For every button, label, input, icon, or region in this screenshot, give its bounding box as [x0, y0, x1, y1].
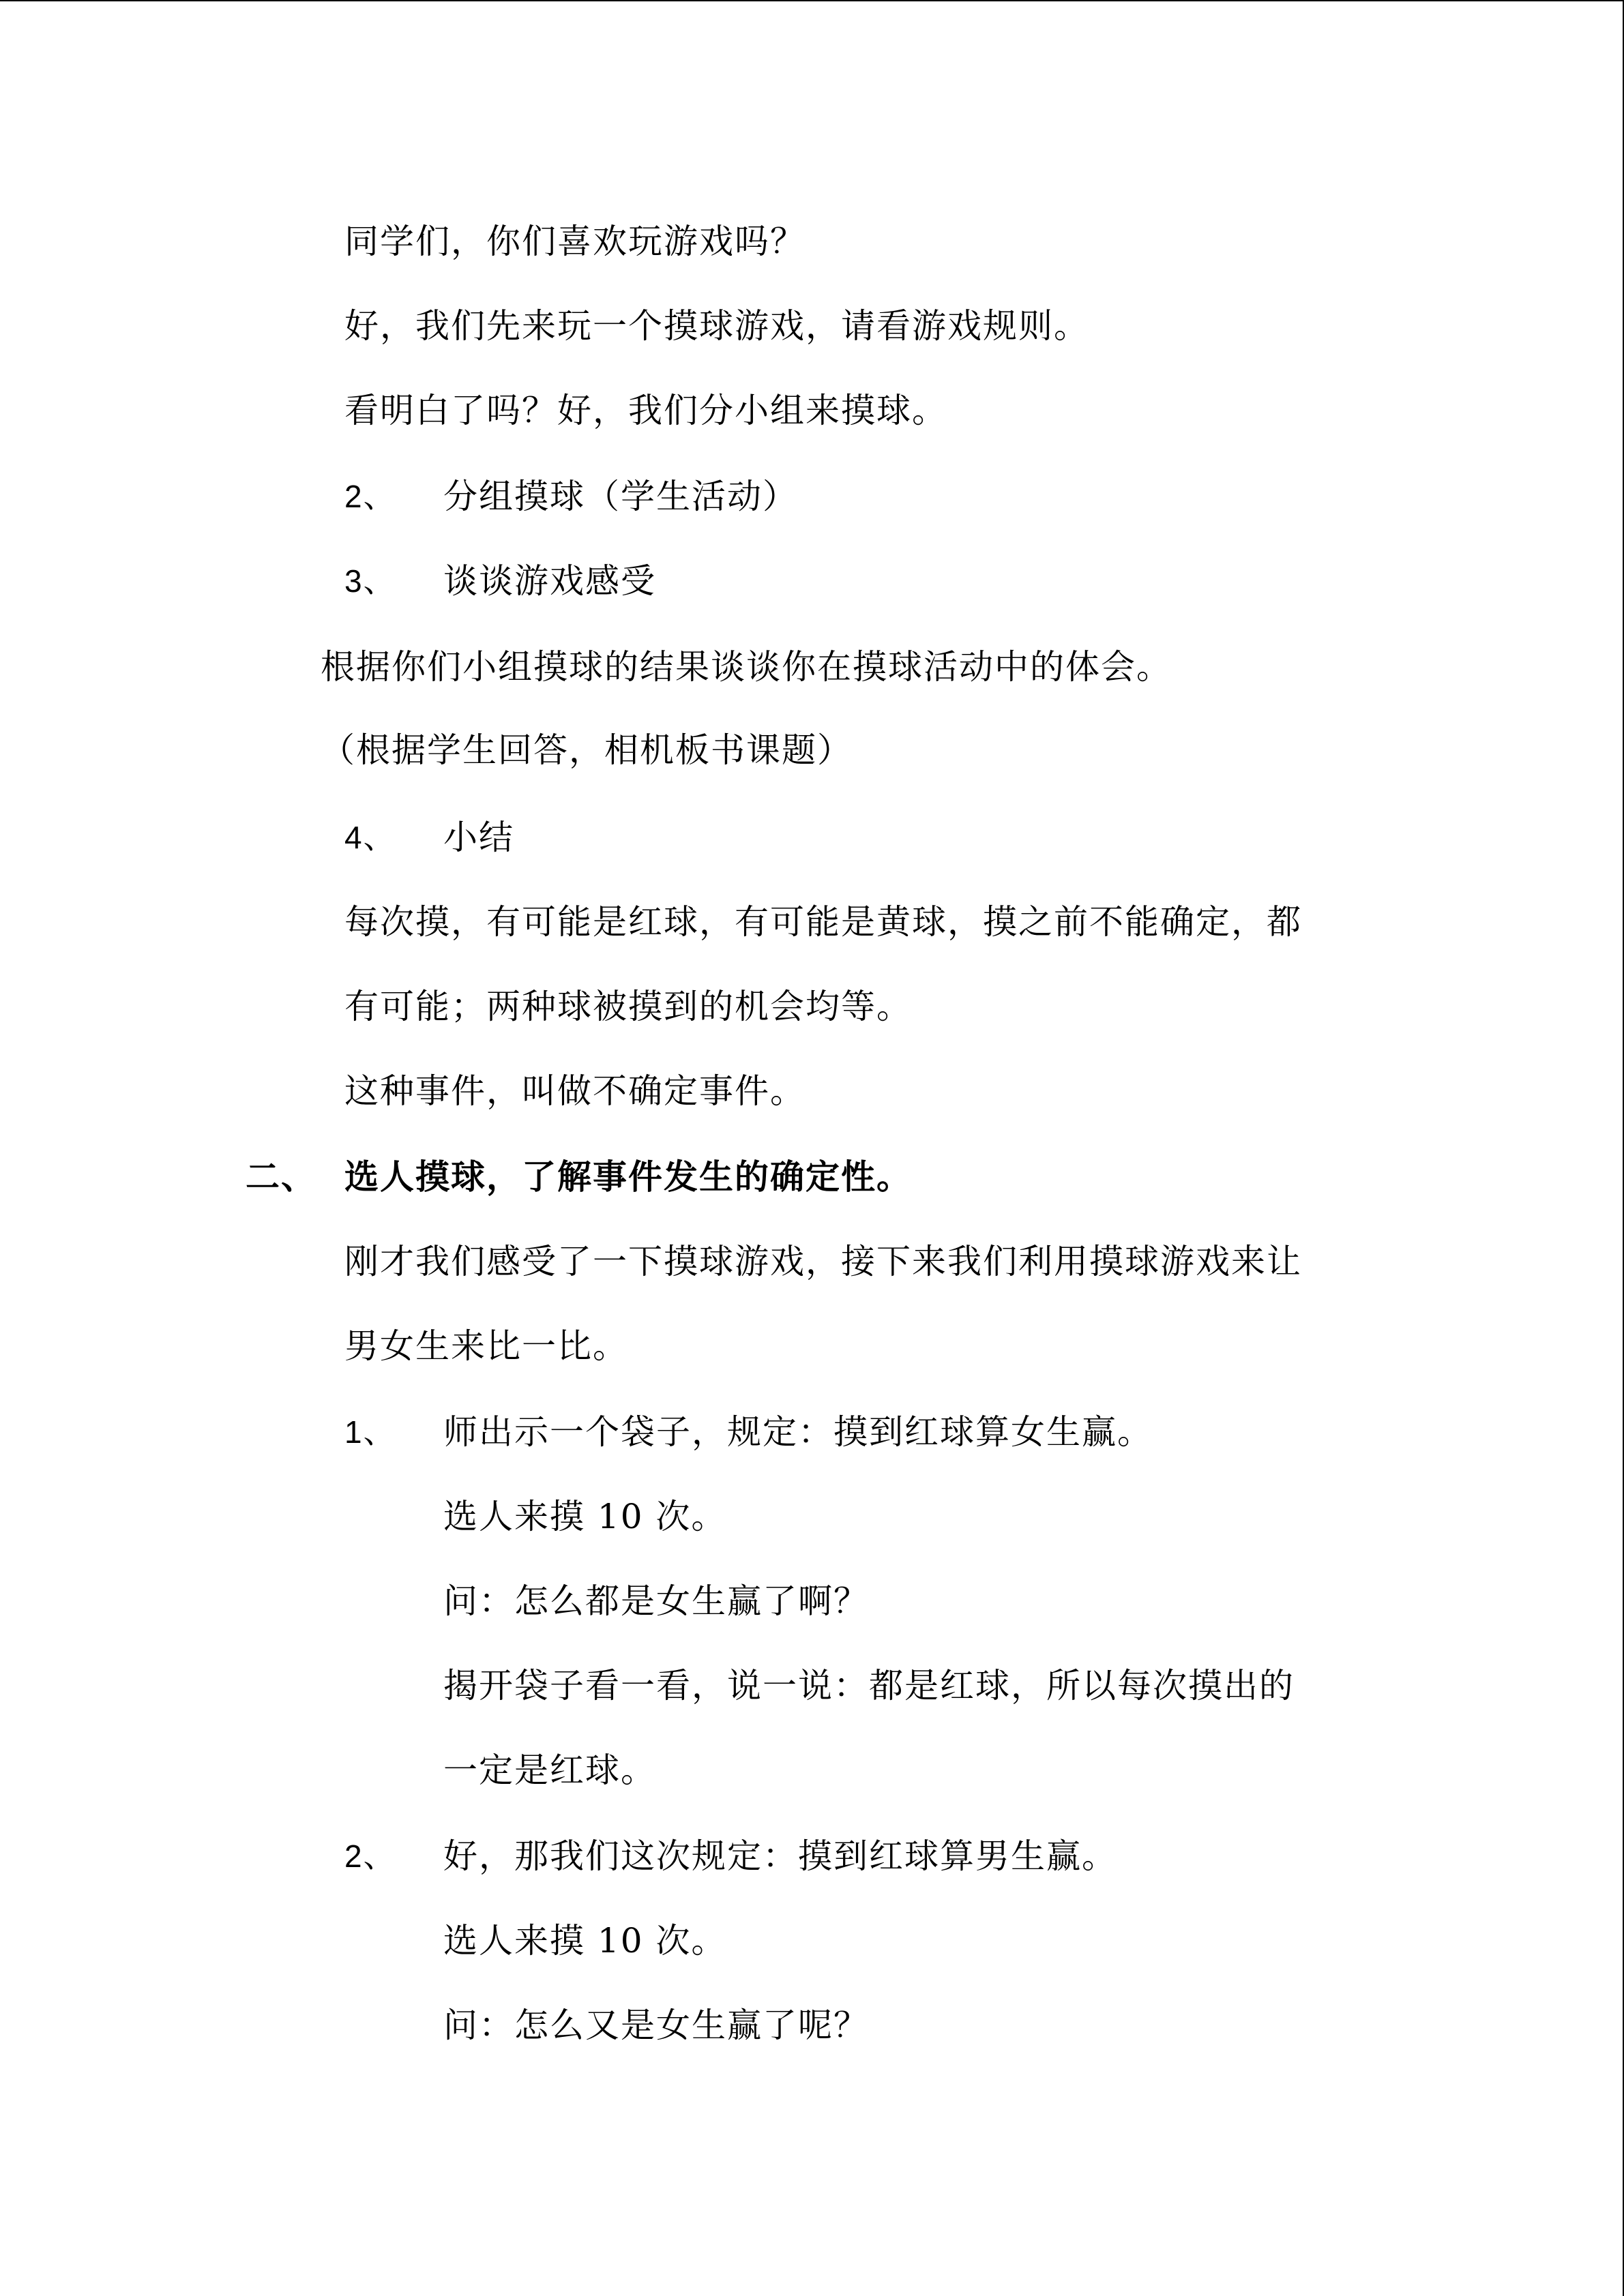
paragraph: 有可能；两种球被摸到的机会均等。 — [344, 987, 912, 1026]
list-item-text: 好，那我们这次规定：摸到红球算男生赢。 — [443, 1836, 1117, 1876]
paragraph: 同学们，你们喜欢玩游戏吗？ — [344, 222, 806, 261]
paragraph: 看明白了吗？好，我们分小组来摸球。 — [344, 391, 947, 430]
paragraph: 问：怎么又是女生赢了呢？ — [443, 2006, 869, 2045]
paragraph: 问：怎么都是女生赢了啊？ — [443, 1581, 869, 1621]
list-number: 4、 — [344, 820, 396, 855]
paragraph: 根据你们小组摸球的结果谈谈你在摸球活动中的体会。 — [321, 647, 1172, 687]
paragraph: 这种事件，叫做不确定事件。 — [344, 1071, 806, 1111]
paragraph: 好，我们先来玩一个摸球游戏，请看游戏规则。 — [344, 306, 1089, 346]
paragraph: （根据学生回答，相机板书课题） — [321, 730, 853, 770]
list-number: 1、 — [344, 1414, 396, 1450]
paragraph: 选人来摸 10 次。 — [443, 1497, 727, 1536]
section-heading: 选人摸球，了解事件发生的确定性。 — [344, 1157, 912, 1197]
list-number: 2、 — [344, 1838, 396, 1874]
paragraph: 选人来摸 10 次。 — [443, 1921, 727, 1960]
list-number: 3、 — [344, 563, 396, 599]
list-item-text: 谈谈游戏感受 — [443, 561, 656, 601]
paragraph: 一定是红球。 — [443, 1750, 656, 1790]
paragraph: 男女生来比一比。 — [344, 1326, 628, 1366]
list-item-text: 师出示一个袋子，规定：摸到红球算女生赢。 — [443, 1412, 1153, 1452]
list-number: 2、 — [344, 479, 396, 514]
paragraph: 刚才我们感受了一下摸球游戏，接下来我们利用摸球游戏来让 — [344, 1242, 1302, 1281]
section-number: 二、 — [246, 1157, 316, 1197]
list-item-text: 分组摸球（学生活动） — [443, 477, 798, 516]
paragraph: 每次摸，有可能是红球，有可能是黄球，摸之前不能确定，都 — [344, 902, 1302, 942]
list-item-text: 小结 — [443, 818, 514, 857]
paragraph: 揭开袋子看一看，说一说：都是红球，所以每次摸出的 — [443, 1666, 1295, 1705]
